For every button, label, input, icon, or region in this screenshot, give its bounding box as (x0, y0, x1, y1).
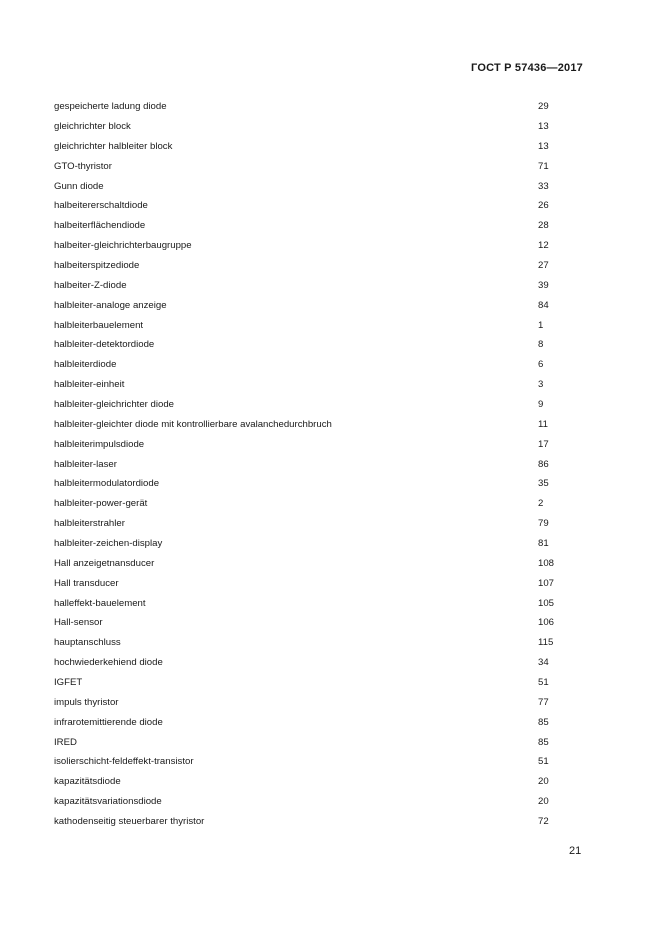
index-row (54, 633, 574, 653)
index-page-number: 79 (538, 518, 549, 530)
index-term: halbleitermodulatordiode (54, 478, 160, 490)
index-row (54, 296, 574, 316)
index-page-number: 1 (538, 319, 544, 331)
index-page-number: 71 (538, 160, 549, 172)
index-term: kapazitätsdiode (54, 776, 121, 788)
index-term: halbeitererschaltdiode (54, 200, 148, 212)
index-term: halbleiter-einheit (54, 379, 125, 391)
index-row (54, 673, 574, 693)
index-row (54, 693, 574, 713)
index-row (54, 713, 574, 733)
index-term: IRED (54, 736, 77, 748)
index-row (54, 733, 574, 753)
index-page-number: 13 (538, 120, 549, 132)
index-row (54, 653, 574, 673)
index-row (54, 792, 574, 812)
index-term: halbleiterstrahler (54, 518, 125, 530)
index-page-number: 8 (538, 339, 544, 351)
index-row (54, 216, 574, 236)
index-term: halbeiter-Z-diode (54, 279, 127, 291)
index-page-number: 34 (538, 657, 549, 669)
page-number: 21 (569, 845, 582, 857)
index-row (54, 375, 574, 395)
index-row (54, 276, 574, 296)
index-term: kapazitätsvariationsdiode (54, 796, 162, 808)
index-page-number: 6 (538, 359, 544, 371)
index-term: gespeicherte ladung diode (54, 101, 167, 113)
index-row (54, 514, 574, 534)
index-page-number: 51 (538, 677, 549, 689)
index-term: halleffekt-bauelement (54, 597, 146, 609)
index-row (54, 335, 574, 355)
index-term: halbleiterimpulsdiode (54, 438, 145, 450)
index-page-number: 105 (538, 597, 555, 609)
index-row (54, 117, 574, 137)
index-page-number: 20 (538, 796, 549, 808)
index-term: Hall-sensor (54, 617, 103, 629)
index-page-number: 17 (538, 438, 549, 450)
index-page-number: 81 (538, 538, 549, 550)
index-term: GTO-thyristor (54, 160, 112, 172)
index-row (54, 157, 574, 177)
index-term: halbeiter-gleichrichterbaugruppe (54, 240, 192, 252)
index-term: halbleiter-power-gerät (54, 498, 148, 510)
index-row (54, 97, 574, 117)
index-page-number: 12 (538, 240, 549, 252)
index-term: Hall anzeigetnansducer (54, 557, 155, 569)
index-term: impuls thyristor (54, 696, 119, 708)
index-page-number: 106 (538, 617, 555, 629)
index-row (54, 435, 574, 455)
index-row (54, 176, 574, 196)
index-row (54, 474, 574, 494)
index-page-number: 27 (538, 260, 549, 271)
index-page-number: 11 (538, 418, 548, 430)
index-page-number: 26 (538, 200, 549, 212)
index-term: gleichrichter block (54, 120, 131, 132)
index-page-number: 29 (538, 101, 549, 113)
index-row (54, 812, 574, 832)
index-page-number: 9 (538, 399, 544, 411)
index-term: kathodenseitig steuerbarer thyristor (54, 816, 205, 828)
index-row (54, 236, 574, 256)
index-row (54, 593, 574, 613)
index-term: halbleiter-detektordiode (54, 339, 155, 351)
index-term: halbleiter-gleichter diode mit kontrollierbare avalanchedurchbruch (54, 418, 332, 430)
index-term: halbleiter-gleichrichter diode (54, 399, 174, 411)
index-page-number: 3 (538, 379, 544, 391)
index-page-number: 84 (538, 299, 549, 311)
index-row (54, 196, 574, 216)
index-page-number: 51 (538, 756, 549, 768)
index-page-number: 86 (538, 458, 549, 470)
index-list (54, 97, 574, 832)
index-row (54, 415, 574, 435)
index-row (54, 494, 574, 514)
index-page-number: 108 (538, 557, 555, 569)
index-term: Hall transducer (54, 577, 119, 589)
index-page-number: 85 (538, 736, 549, 748)
index-term: gleichrichter halbleiter block (54, 140, 173, 152)
index-term: halbleiterbauelement (54, 319, 144, 331)
index-page-number: 85 (538, 716, 549, 728)
index-row (54, 395, 574, 415)
index-term: halbeiterspitzediode (54, 260, 140, 271)
index-term: halbleiterdiode (54, 359, 117, 371)
index-term: halbleiter-laser (54, 458, 117, 470)
index-page-number: 20 (538, 776, 549, 788)
index-page-number: 107 (538, 577, 555, 589)
index-row (54, 554, 574, 574)
index-page-number: 77 (538, 696, 549, 708)
index-row (54, 256, 574, 276)
index-row (54, 454, 574, 474)
index-page-number: 72 (538, 816, 549, 828)
index-page-number: 2 (538, 498, 544, 510)
index-row (54, 613, 574, 633)
index-term: hochwiederkehiend diode (54, 657, 163, 669)
index-row (54, 534, 574, 554)
index-page-number: 35 (538, 478, 549, 490)
index-page-number: 13 (538, 140, 549, 152)
index-term: infrarotemittierende diode (54, 716, 163, 728)
index-row (54, 355, 574, 375)
index-page-number: 28 (538, 220, 549, 232)
index-page-number: 115 (538, 637, 554, 649)
index-term: halbeiterflächendiode (54, 220, 146, 232)
index-term: hauptanschluss (54, 637, 121, 649)
index-term: IGFET (54, 677, 83, 689)
index-page-number: 39 (538, 279, 549, 291)
index-term: halbleiter-analoge anzeige (54, 299, 167, 311)
index-row (54, 137, 574, 157)
index-row (54, 772, 574, 792)
index-term: halbleiter-zeichen-display (54, 538, 163, 550)
index-row (54, 315, 574, 335)
index-row (54, 574, 574, 594)
index-page-number: 33 (538, 180, 549, 192)
index-row (54, 752, 574, 772)
index-term: isolierschicht-feldeffekt-transistor (54, 756, 194, 768)
document-header: ГОСТ Р 57436—2017 (471, 62, 583, 74)
index-term: Gunn diode (54, 180, 104, 192)
